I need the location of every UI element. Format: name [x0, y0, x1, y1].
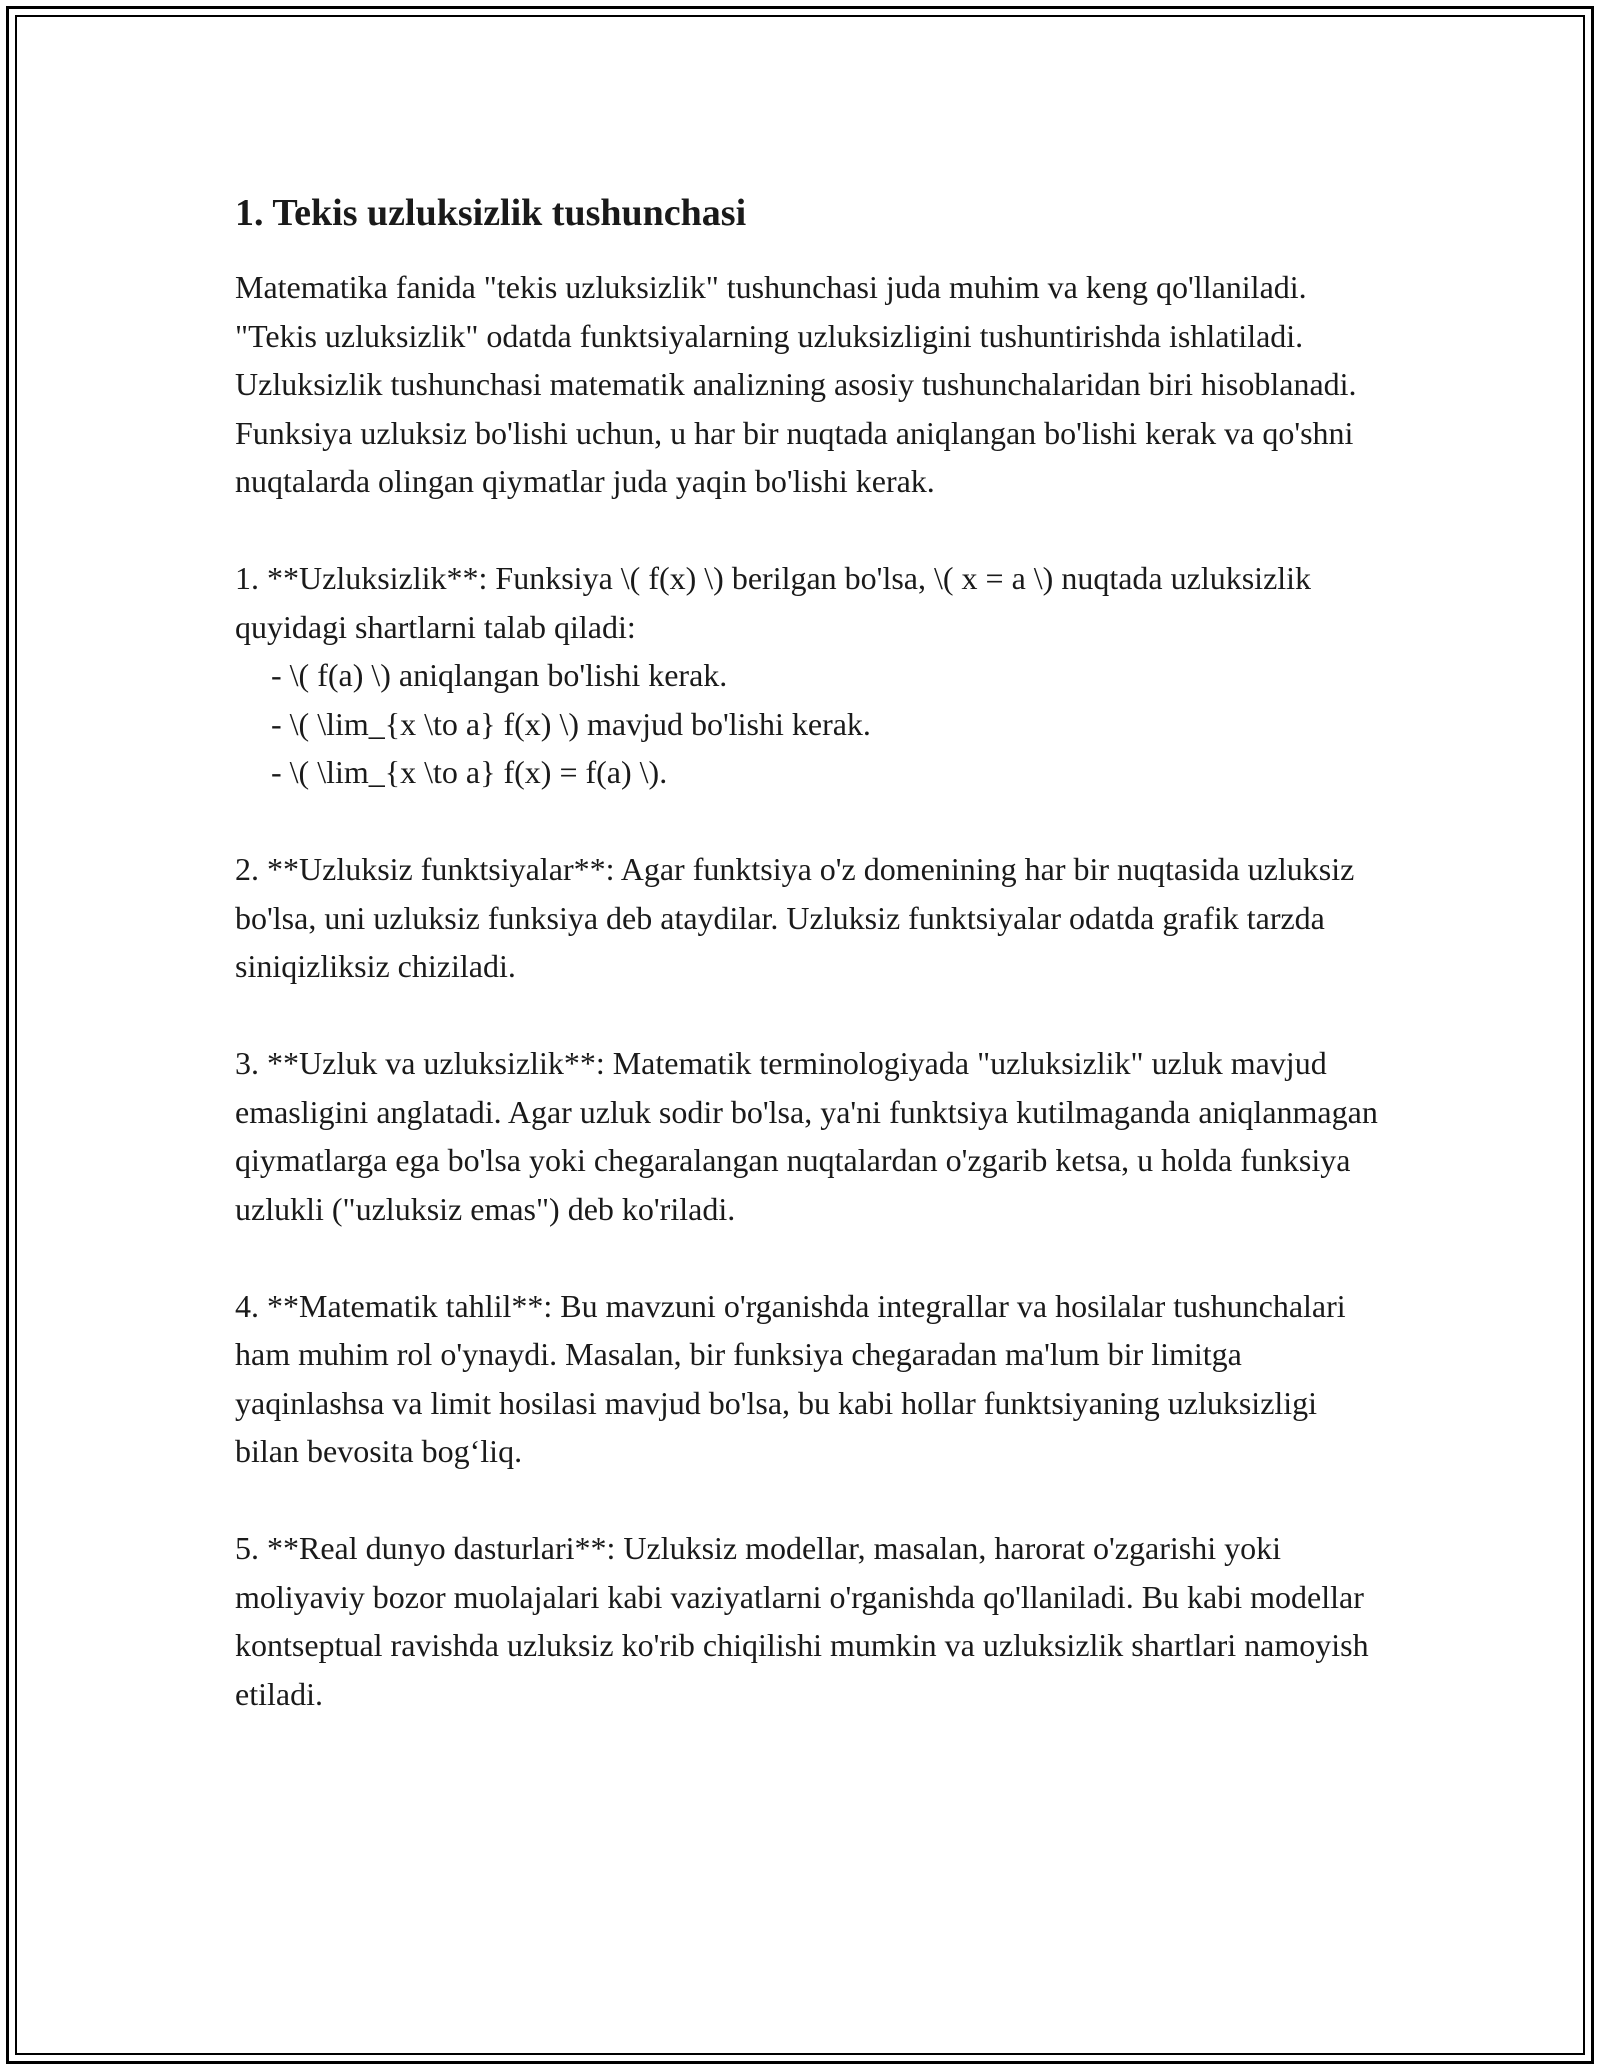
list-item-5: [235, 1524, 1385, 1718]
list-item-5-text: 5. **Real dunyo dasturlari**: Uzluksiz modellar, masalan, harorat o'zgarishi yoki moliyaviy bozor muolajalari kabi vaziyatlarni o'rganishda qo'llaniladi. Bu kabi modellar kontseptual ravishda uzluksiz ko'rib chiqilishi mumkin va uzluksizlik shartlari namoyish etiladi.: [235, 1530, 1369, 1712]
condition-list: [235, 651, 1385, 797]
list-item-3: [235, 1039, 1385, 1233]
document-body: [235, 185, 1385, 1718]
list-item-1: [235, 554, 1385, 797]
condition-item-3: - \( \lim_{x \to a} f(x) = f(a) \).: [271, 754, 668, 790]
condition-item-1: - \( f(a) \) aniqlangan bo'lishi kerak.: [271, 657, 728, 693]
list-item-2-text: 2. **Uzluksiz funktsiyalar**: Agar funktsiya o'z domenining har bir nuqtasida uzluksiz bo'lsa, uni uzluksiz funksiya deb ataydilar. Uzluksiz funktsiyalar odatda grafik tarzda siniqizliksiz chiziladi.: [235, 851, 1355, 984]
list-item-3-text: 3. **Uzluk va uzluksizlik**: Matematik terminologiyada "uzluksizlik" uzluk mavjud emasligini anglatadi. Agar uzluk sodir bo'lsa, ya'ni funktsiya kutilmaganda aniqlanmagan qiymatlarga ega bo'lsa yoki chegaralangan nuqtalardan o'zgarib ketsa, u holda funksiya uzlukli ("uzluksiz emas") deb ko'riladi.: [235, 1045, 1378, 1227]
list-item-1-text: 1. **Uzluksizlik**: Funksiya \( f(x) \) berilgan bo'lsa, \( x = a \) nuqtada uzluksizlik quyidagi shartlarni talab qiladi:: [235, 560, 1312, 645]
list-item-4: [235, 1282, 1385, 1476]
list-item-2: [235, 845, 1385, 991]
list-item-4-text: 4. **Matematik tahlil**: Bu mavzuni o'rganishda integrallar va hosilalar tushunchalari ham muhim rol o'ynaydi. Masalan, bir funksiya chegaradan ma'lum bir limitga yaqinlashsa va limit hosilasi mavjud bo'lsa, bu kabi hollar funktsiyaning uzluksizligi bilan bevosita bog‘liq.: [235, 1287, 1346, 1469]
intro-paragraph: Matematika fanida "tekis uzluksizlik" tushunchasi juda muhim va keng qo'llaniladi. "Tekis uzluksizlik" odatda funktsiyalarning uzluksizligini tushuntirishda ishlatiladi. Uzluksizlik tushunchasi matematik analizning asosiy tushunchalaridan biri hisoblanadi. Funksiya uzluksiz bo'lishi uchun, u har bir nuqtada aniqlangan bo'lishi kerak va qo'shni nuqtalarda olingan qiymatlar juda yaqin bo'lishi kerak.: [235, 269, 1357, 499]
section-heading: 1. Tekis uzluksizlik tushunchasi: [235, 192, 747, 234]
condition-item-2: - \( \lim_{x \to a} f(x) \) mavjud bo'lishi kerak.: [271, 705, 871, 742]
